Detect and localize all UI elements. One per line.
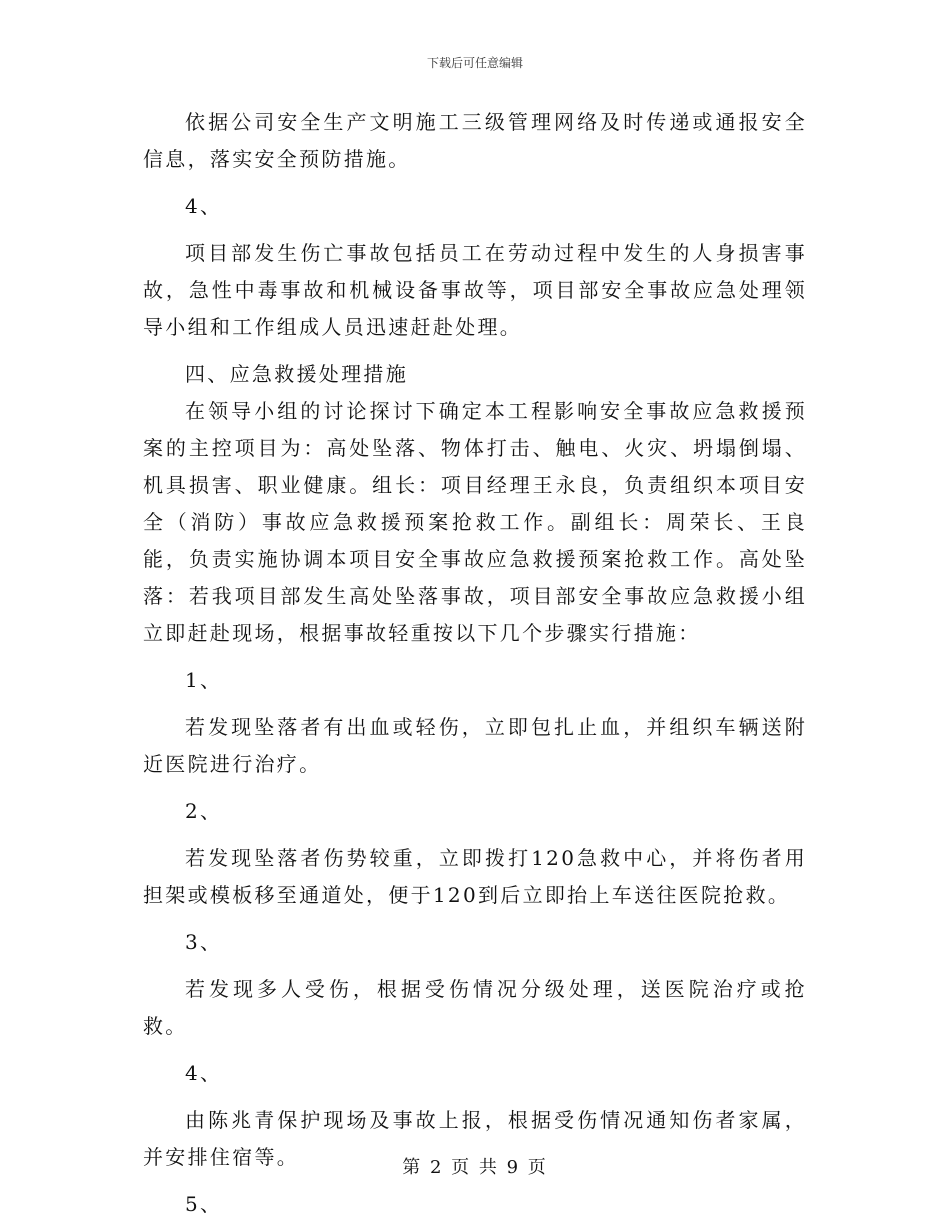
paragraph: 在领导小组的讨论探讨下确定本工程影响安全事故应急救援预案的主控项目为：高处坠落、物体打击、触电、火灾、坍塌倒塌、机具损害、职业健康。组长：项目经理王永良，负责组织本项目安全（消防）事故应急救援预案抢救工作。副组长：周荣长、王良能，负责实施协调本项目安全事故应急救援预案抢救工作。高处坠落：若我项目部发生高处坠落事故，项目部安全事故应急救援小组立即赶赴现场，根据事故轻重按以下几个步骤实行措施： (143, 399, 807, 645)
paragraph: 若发现坠落者伤势较重，立即拨打120急救中心，并将伤者用担架或模板移至通道处，便于120到后立即抬上车送往医院抢救。 (143, 846, 807, 907)
list-number: 2、 (185, 799, 223, 823)
section-heading: 四、应急救援处理措施 (185, 362, 408, 386)
paragraph: 项目部发生伤亡事故包括员工在劳动过程中发生的人身损害事故，急性中毒事故和机械设备事故等，项目部安全事故应急处理领导小组和工作组成人员迅速赶赴处理。 (143, 241, 807, 339)
paragraph: 由陈兆青保护现场及事故上报，根据受伤情况通知伤者家属，并安排住宿等。 (143, 1108, 807, 1169)
list-number: 1、 (185, 668, 223, 692)
list-number: 4、 (185, 194, 223, 218)
paragraph: 若发现多人受伤，根据受伤情况分级处理，送医院治疗或抢救。 (143, 977, 807, 1038)
list-number: 4、 (185, 1061, 223, 1085)
page-footer: 第 2 页 共 9 页 (402, 1157, 548, 1178)
paragraph: 若发现坠落者有出血或轻伤，立即包扎止血，并组织车辆送附近医院进行治疗。 (143, 715, 807, 776)
list-number: 5、 (185, 1192, 223, 1216)
page-header: 下载后可任意编辑 (426, 56, 523, 70)
list-number: 3、 (185, 930, 223, 954)
document-body (143, 104, 807, 1223)
paragraph: 依据公司安全生产文明施工三级管理网络及时传递或通报安全信息，落实安全预防措施。 (143, 110, 807, 171)
